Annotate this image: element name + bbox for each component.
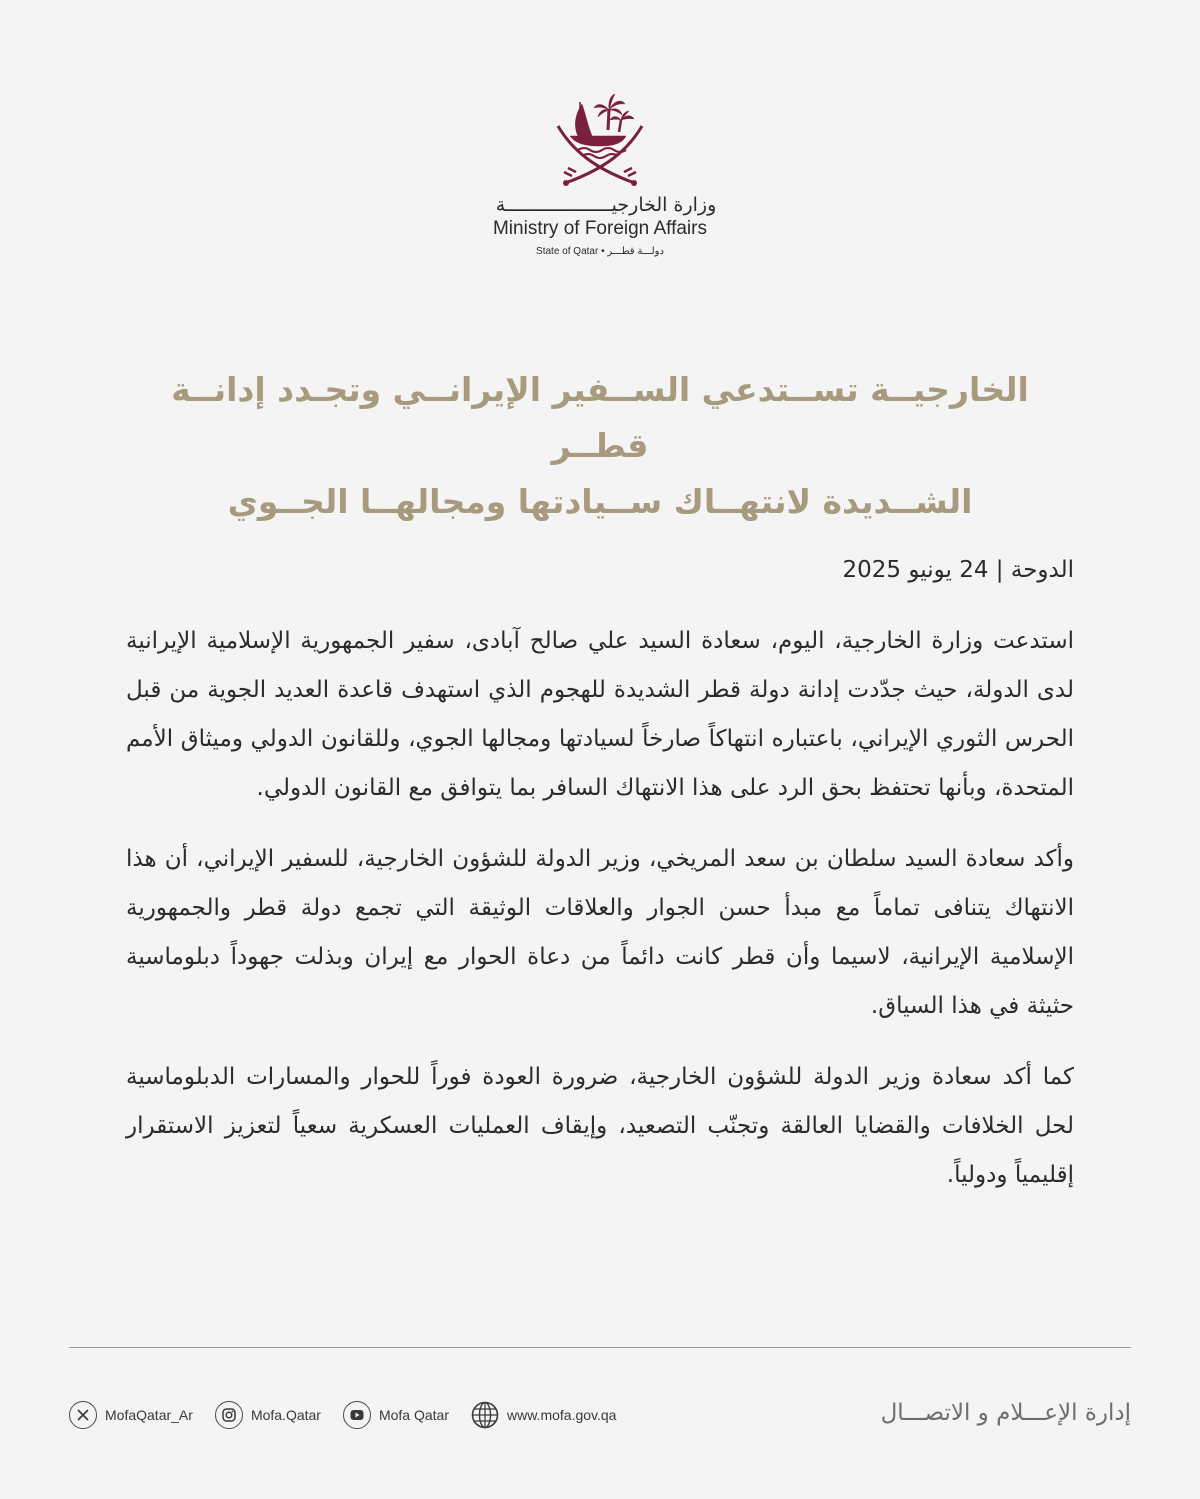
social-label-instagram: Mofa.Qatar	[250, 1407, 321, 1423]
youtube-icon	[343, 1401, 371, 1429]
press-release-title	[120, 362, 1080, 530]
social-label-website: www.mofa.gov.qa	[507, 1407, 617, 1423]
state-of-qatar-line	[0, 246, 1200, 257]
social-links	[69, 1401, 616, 1429]
social-label-x: MofaQatar_Ar	[105, 1407, 193, 1423]
ministry-name-english: Ministry of Foreign Affairs	[492, 218, 707, 239]
ministry-name-arabic: وزارة الخارجيـــــــــــــــــــة	[495, 194, 717, 216]
body-paragraph-2: وأكد سعادة السيد سلطان بن سعد المريخي، وزير الدولة للشؤون الخارجية، للسفير الإيراني، أن هذا الانتهاك يتنافى تماماً مع مبدأ حسن الجوار والعلاقات الوثيقة التي تجمع دولة قطر والجمهورية الإسلامية الإيرانية، لاسيما وأن قطر كانت دائماً من دعاة الحوار مع إيران وبذلت جهوداً دبلوماسية حثيثة في هذا السياق.	[126, 846, 1074, 1019]
footer-divider	[69, 1347, 1131, 1348]
qatar-emblem-icon	[552, 90, 648, 188]
dateline: الدوحة | 24 يونيو 2025	[842, 557, 1074, 583]
social-label-youtube: Mofa Qatar	[378, 1407, 449, 1423]
body-paragraph-1: استدعت وزارة الخارجية، اليوم، سعادة السيد علي صالح آبادى، سفير الجمهورية الإسلامية الإيرانية لدى الدولة، حيث جدّدت إدانة دولة قطر الشديدة للهجوم الذي استهدف قاعدة العديد الجوية من قبل الحرس الثوري الإيراني، باعتباره انتهاكاً صارخاً لسيادتها ومجالها الجوي، وللقانون الدولي وميثاق الأمم المتحدة، وبأنها تحتفظ بحق الرد على هذا الانتهاك السافر بما يتوافق مع القانون الدولي.	[126, 628, 1074, 801]
title-line-2: الشــديدة لانتهــاك ســيادتها ومجالهــا الجــوي	[227, 482, 973, 521]
instagram-icon	[215, 1401, 243, 1429]
social-link-website[interactable]	[471, 1401, 616, 1429]
body-paragraph-3: كما أكد سعادة وزير الدولة للشؤون الخارجية، ضرورة العودة فوراً للحوار والمسارات الدبلوماسية لحل الخلافات والقضايا العالقة وتجنّب التصعيد، وإيقاف العمليات العسكرية سعياً لتعزيز الاستقرار إقليمياً ودولياً.	[126, 1064, 1074, 1188]
press-release-body	[126, 546, 1074, 1222]
state-separator: •	[601, 246, 605, 257]
state-name-english: State of Qatar	[536, 246, 599, 257]
social-link-youtube[interactable]	[343, 1401, 449, 1429]
globe-icon	[471, 1401, 499, 1429]
footer-department: إدارة الإعـــلام و الاتصـــال	[880, 1400, 1131, 1426]
social-link-x[interactable]	[69, 1401, 193, 1429]
state-name-arabic: دولـــة قطـــر	[607, 246, 664, 257]
x-icon	[69, 1401, 97, 1429]
title-line-1: الخارجيــة تســتدعي الســفير الإيرانــي وتجـدد إدانــة قطــر	[171, 370, 1029, 465]
social-link-instagram[interactable]	[215, 1401, 321, 1429]
ministry-header	[0, 90, 1200, 257]
